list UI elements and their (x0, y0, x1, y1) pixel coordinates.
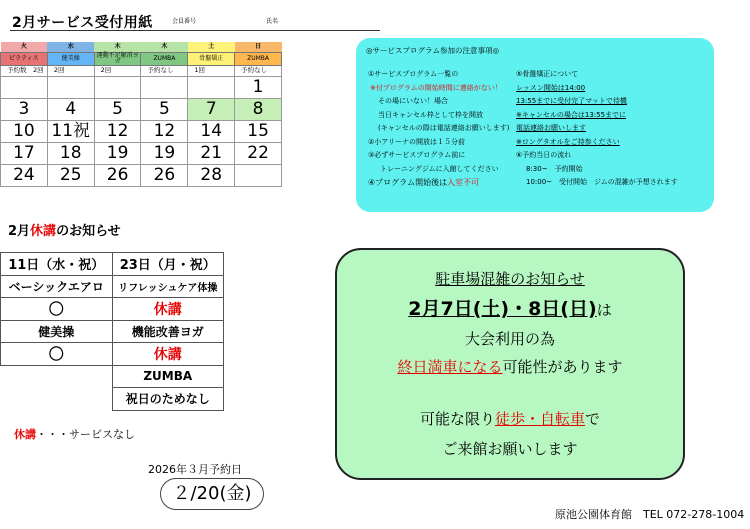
parking-possibility: 可能性があります (502, 358, 623, 376)
date-cell[interactable]: 1 (235, 76, 282, 98)
calendar-program-row (1, 52, 282, 65)
parking-visit-line: ご来館お願いします (442, 440, 578, 458)
parking-request-post: で (585, 410, 601, 428)
date-cell[interactable]: 19 (141, 142, 188, 164)
date-cell[interactable]: 26 (94, 164, 141, 186)
date-cell[interactable]: 15 (235, 120, 282, 142)
legend-red: 休講 (14, 428, 36, 441)
count-cell: 予約なし (141, 65, 188, 76)
date-cell[interactable] (141, 76, 188, 98)
reservation-label: 2026年３月予約日 (148, 463, 242, 476)
date-cell[interactable]: 5 (141, 98, 188, 120)
date-cell[interactable]: 10 (1, 120, 48, 142)
date-cell[interactable]: 14 (188, 120, 235, 142)
parking-notice-box (335, 248, 685, 480)
count-cell: 2回 (94, 65, 141, 76)
day-header: 土 (188, 42, 235, 52)
program-cell: 運動不足解消ヨガ (94, 52, 141, 65)
notice-line: (キャンセルの際は電話連絡お願いします) (378, 124, 510, 132)
closure-cell: リフレッシュケア体操 (112, 275, 224, 298)
parking-full-line (337, 356, 683, 377)
day-header: 木 (141, 42, 188, 52)
day-header: 水 (47, 42, 94, 52)
form-title: 2月サービス受付用紙 (12, 15, 153, 31)
date-cell[interactable]: 25 (47, 164, 94, 186)
notice-line: ⑤骨盤矯正について (516, 70, 579, 78)
service-notice-box (356, 38, 714, 212)
closure-cell: 23日（月・祝） (112, 253, 224, 276)
closure-cell: 〇 (1, 343, 113, 366)
notice-heading: ◎サービスプログラム参加の注意事項◎ (366, 46, 500, 55)
legend-text: ・・・サービスなし (36, 428, 135, 441)
program-cell: ZUMBA (141, 52, 188, 65)
footer-contact: 原池公園体育館 TEL 072-278-1004 (555, 508, 745, 521)
calendar-week-row (1, 76, 282, 98)
program-cell: 健美操 (47, 52, 94, 65)
name-label: 氏名 (266, 18, 279, 25)
parking-walk-bike: 徒歩・自転車 (494, 410, 585, 428)
member-number-label: 会員番号 (172, 18, 197, 25)
date-cell[interactable]: 4 (47, 98, 94, 120)
reservation-date: ２/20(金) (160, 478, 264, 510)
count-cell: 2回 (47, 65, 94, 76)
day-header: 木 (94, 42, 141, 52)
closure-heading (8, 220, 121, 239)
count-cell: 予約なし (235, 65, 282, 76)
closure-table (0, 252, 224, 411)
count-cell: 予約数 2回 (1, 65, 48, 76)
day-header: 火 (1, 42, 48, 52)
notice-line: ※付プログラムの開始時間に連絡がない！ (370, 83, 502, 92)
closure-legend (14, 426, 135, 442)
notice-line: 電話連絡お願いします (516, 124, 586, 132)
notice-line: ※キャンセルの場合は13:55までに (516, 110, 627, 119)
notice-line: 13:55までに受付完了マットで待機 (516, 97, 627, 105)
notice-line: 当日キャンセル枠として枠を開放 (378, 110, 483, 119)
parking-full-text: 終日満車になる (397, 358, 503, 376)
parking-dates: 2月7日(土)・8日(日) (408, 298, 597, 320)
notice-line (368, 176, 528, 190)
closure-heading-pre: 2月 (8, 224, 31, 239)
date-cell[interactable] (235, 164, 282, 186)
calendar-week-row (1, 120, 282, 142)
date-cell[interactable] (94, 76, 141, 98)
notice-line: トレーニングジムに入館してください (380, 164, 499, 173)
notice-line: その場にいない！場合 (378, 97, 448, 105)
program-cell: 骨盤矯正 (188, 52, 235, 65)
parking-request-line (337, 408, 683, 429)
date-cell[interactable] (1, 76, 48, 98)
notice-line: 8:30~ 予約開始 (526, 164, 583, 173)
closure-cell: 機能改善ヨガ (112, 320, 224, 343)
date-cell[interactable]: 12 (141, 120, 188, 142)
closure-cell (1, 388, 113, 411)
date-cell[interactable]: 28 (188, 164, 235, 186)
date-cell[interactable]: 22 (235, 142, 282, 164)
closure-heading-red: 休講 (30, 224, 57, 239)
date-cell[interactable]: 12 (94, 120, 141, 142)
day-header: 日 (235, 42, 282, 52)
calendar-week-row (1, 164, 282, 186)
date-cell[interactable]: 3 (1, 98, 48, 120)
parking-request-pre: 可能な限り (419, 410, 495, 428)
program-cell: ZUMBA (235, 52, 282, 65)
date-cell[interactable] (188, 76, 235, 98)
closure-cell: 休講 (112, 298, 224, 321)
closure-cell: 健美操 (1, 320, 113, 343)
closure-heading-post: のお知らせ (56, 224, 121, 239)
closure-cell: 11日（水・祝） (1, 253, 113, 276)
calendar-week-row (1, 98, 282, 120)
date-cell[interactable]: 21 (188, 142, 235, 164)
date-cell-highlight[interactable]: 7 (188, 98, 235, 120)
date-cell[interactable]: 24 (1, 164, 48, 186)
calendar-count-row (1, 65, 282, 76)
closure-cell (1, 365, 113, 388)
closure-cell: ベーシックエアロ (1, 275, 113, 298)
parking-reason: 大会利用の為 (464, 330, 555, 348)
date-cell[interactable]: 17 (1, 142, 48, 164)
count-cell: 1回 (188, 65, 235, 76)
notice-right-column (516, 68, 706, 190)
parking-title: 駐車場混雑のお知らせ (435, 270, 585, 288)
no-entry-text: 入室不可 (447, 178, 480, 187)
notice-line: レッスン開始は14:00 (516, 83, 586, 92)
header-underline (10, 30, 380, 31)
date-cell-highlight[interactable]: 8 (235, 98, 282, 120)
calendar-table (0, 42, 282, 187)
notice-left-column (368, 68, 528, 190)
calendar-week-row (1, 142, 282, 164)
notice-line: 10:00~ 受付開始 ジムの混雑が予想されます (526, 178, 678, 186)
closure-cell: 休講 (112, 343, 224, 366)
notice-line: ⑥予約当日の流れ (516, 151, 572, 159)
notice-line: ②小アリーナの開放は１５分前 (368, 137, 465, 146)
date-cell[interactable]: 11祝 (47, 120, 94, 142)
notice-entry-text: ④プログラム開始後は (368, 178, 448, 187)
notice-line: ※ロングタオルをご持参ください (516, 137, 620, 146)
date-cell[interactable]: 19 (94, 142, 141, 164)
calendar-day-row (1, 42, 282, 52)
closure-cell: 祝日のためなし (112, 388, 224, 411)
parking-dates-line (337, 294, 683, 321)
notice-line: ①サービスプログラム一覧の (368, 70, 459, 78)
notice-line: ③必ずサービスプログラム前に (368, 151, 466, 159)
date-cell[interactable]: 26 (141, 164, 188, 186)
date-cell[interactable] (47, 76, 94, 98)
date-cell[interactable]: 5 (94, 98, 141, 120)
date-cell[interactable]: 18 (47, 142, 94, 164)
program-cell: ピラティス (1, 52, 48, 65)
parking-dates-suffix: は (596, 301, 612, 319)
closure-cell: ZUMBA (112, 365, 224, 388)
closure-cell: 〇 (1, 298, 113, 321)
